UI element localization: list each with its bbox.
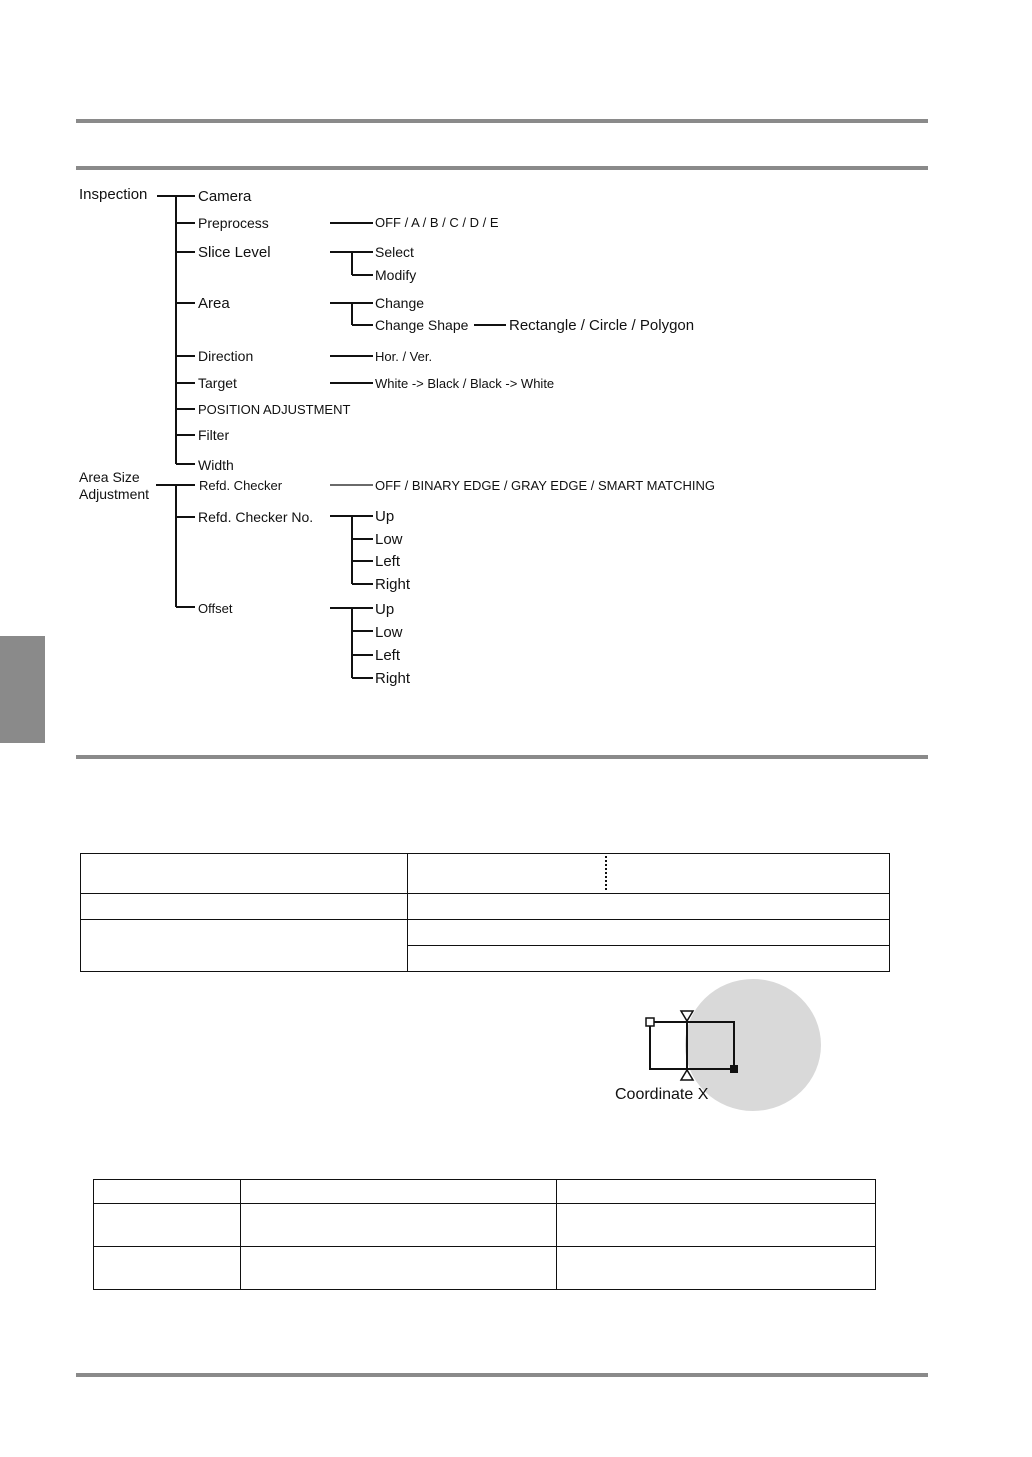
coordinates-table-cell [241,1204,557,1247]
tree-root-inspection: Inspection [79,186,148,203]
tree-option-direction: Hor. / Ver. [375,349,433,364]
tree-item-width: Width [198,457,234,473]
coordinates-table [93,1179,876,1290]
tree-root-area-size-2: Adjustment [79,486,150,502]
tree-item-offset: Offset [198,601,233,616]
tree-item-refd-checker-no: Refd. Checker No. [198,509,314,525]
tree-item-camera: Camera [198,188,252,205]
coordinates-table-cell [241,1247,557,1290]
tree-item-slice-level: Slice Level [198,244,271,261]
bottom-rule [76,1373,928,1377]
tree-option-offset-right: Right [375,670,411,687]
tree-item-position-adjustment: POSITION ADJUSTMENT [198,402,351,417]
coordinates-table-cell [94,1180,241,1204]
tree-root-area-size-1: Area Size [79,469,140,485]
tree-option-checker-low: Low [375,531,403,548]
tree-option-area-change: Change [375,295,425,311]
tree-option-slice-select: Select [375,244,414,260]
tree-option-checker-left: Left [375,553,401,570]
tree-option-checker-up: Up [375,508,395,525]
tree-option-refd-checker: OFF / BINARY EDGE / GRAY EDGE / SMART MATCHING [375,478,715,493]
tree-item-area: Area [198,295,230,312]
coordinates-table-cell [557,1204,876,1247]
tree-option-offset-low: Low [375,624,403,641]
tree-item-refd-checker: Refd. Checker [199,478,283,493]
tree-item-direction: Direction [198,348,254,364]
coordinates-table-cell [94,1247,241,1290]
tree-option-offset-left: Left [375,647,401,664]
coordinate-x-label: Coordinate X [615,1086,709,1103]
tree-item-target: Target [198,375,237,391]
tree-option-slice-modify: Modify [375,267,417,283]
tree-item-preprocess: Preprocess [198,215,269,231]
tree-option-area-change-shape: Change Shape [375,317,469,333]
coordinates-table-cell [557,1247,876,1290]
tree-option-checker-right: Right [375,576,411,593]
tree-option-offset-up: Up [375,601,395,618]
tree-option-area-shapes: Rectangle / Circle / Polygon [509,317,695,334]
tree-item-filter: Filter [198,427,230,443]
coordinates-table-cell [557,1180,876,1204]
tree-option-target: White -> Black / Black -> White [375,376,555,391]
coordinates-table-cell [94,1204,241,1247]
coordinates-table-cell [241,1180,557,1204]
tree-option-preprocess: OFF / A / B / C / D / E [375,215,499,230]
